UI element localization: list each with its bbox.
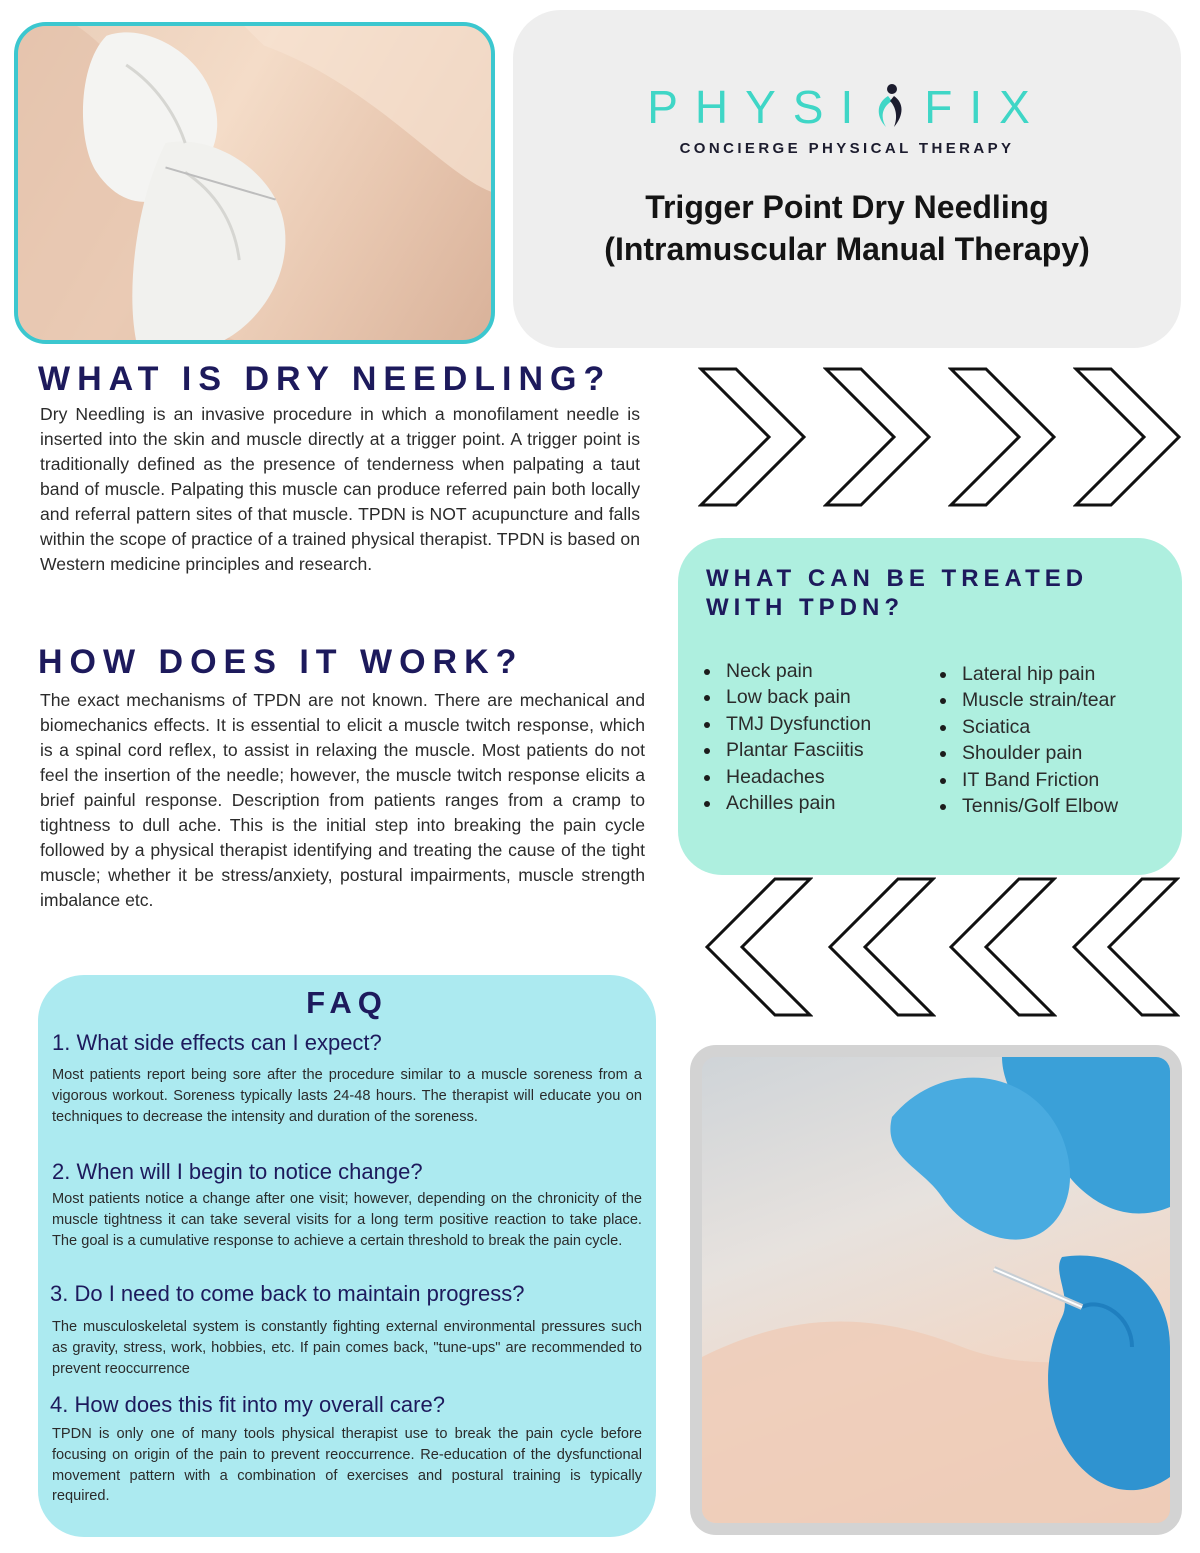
faq-heading: FAQ <box>306 985 388 1020</box>
needling-photo <box>690 1045 1182 1535</box>
spine-figure-icon <box>870 83 910 129</box>
brand-name-right: FIX <box>924 81 1047 133</box>
how-it-works-heading: HOW DOES IT WORK? <box>38 643 524 681</box>
list-item: Lateral hip pain <box>938 661 1118 687</box>
treated-list-left <box>702 658 871 816</box>
what-is-body: Dry Needling is an invasive procedure in which a monofilament needle is inserted into the skin and muscle directly at a trigger point. A trigger point is traditionally defined as the presence of tenderness when palpating a taut band of muscle. Palpating this muscle can produce referred pain both locally and referral pattern sites of that muscle. TPDN is NOT acupuncture and falls within the scope of practice of a trained physical therapist. TPDN is based on Western medicine principles and research. <box>40 404 640 574</box>
chevron-right-icon <box>948 366 1058 508</box>
chevron-right-icon <box>1073 366 1183 508</box>
faq-panel <box>38 975 656 1537</box>
list-item: Muscle strain/tear <box>938 687 1118 713</box>
list-item: Plantar Fasciitis <box>702 737 871 763</box>
faq-question-4: 4. How does this fit into my overall care? <box>50 1392 445 1417</box>
gloved-hand-illustration <box>18 26 491 340</box>
chevron-left-icon <box>947 876 1057 1018</box>
treated-list-right <box>938 661 1118 819</box>
chevron-right-icon <box>823 366 933 508</box>
page-title-line-2: (Intramuscular Manual Therapy) <box>604 231 1090 267</box>
page-title-line-1: Trigger Point Dry Needling <box>645 189 1049 225</box>
brand-logo <box>513 80 1181 157</box>
treated-panel <box>678 538 1182 875</box>
brand-tagline: CONCIERGE PHYSICAL THERAPY <box>679 140 1015 157</box>
list-item: Headaches <box>702 764 871 790</box>
chevron-left-icon <box>703 876 813 1018</box>
faq-answer-1: Most patients report being sore after the procedure similar to a muscle soreness from a vigorous workout. Soreness typically lasts 24-48 hours. The therapist will educate you on techniques to decrease the intensity and duration of the soreness. <box>52 1067 642 1125</box>
how-it-works-body: The exact mechanisms of TPDN are not known. There are mechanical and biomechanics effects. It is essential to elicit a muscle twitch response, which is a spinal cord reflex, to assist in relaxing the muscle. Most patients do not feel the insertion of the needle; however, the muscle twitch response elicits a brief painful response. Description from patients ranges from a cramp to tightness to dull ache. This is the initial step into breaking the pain cycle followed by a physical therapist identifying and treating the cause of the tight muscle; whether it be stress/anxiety, postural impairments, muscle strength imbalance etc. <box>40 690 645 910</box>
chevron-left-icon <box>1070 876 1180 1018</box>
list-item: Tennis/Golf Elbow <box>938 793 1118 819</box>
blue-glove-needle-illustration <box>702 1057 1170 1523</box>
treated-heading: WHAT CAN BE TREATED WITH TPDN? <box>706 565 1089 621</box>
list-item: TMJ Dysfunction <box>702 711 871 737</box>
what-is-heading: WHAT IS DRY NEEDLING? <box>38 360 612 398</box>
header-panel <box>513 10 1181 348</box>
list-item: Achilles pain <box>702 790 871 816</box>
faq-answer-3: The musculoskeletal system is constantly fighting external environmental pressures such as gravity, stress, work, hobbies, etc. If pain comes back, "tune-ups" are recommended to prevent reoccurrence <box>52 1319 642 1377</box>
chevron-right-icon <box>698 366 808 508</box>
list-item: Low back pain <box>702 684 871 710</box>
faq-answer-2: Most patients notice a change after one visit; however, depending on the chronicity of the muscle tightness it can take several visits for a long term positive reaction to take place. The goal is a cumulative response to achieve a certain threshold to break the pain cycle. <box>52 1191 642 1249</box>
brand-name-left: PHYSI <box>647 81 871 133</box>
chevron-left-icon <box>826 876 936 1018</box>
hero-photo-palpation <box>14 22 495 344</box>
list-item: Neck pain <box>702 658 871 684</box>
faq-question-3: 3. Do I need to come back to maintain progress? <box>50 1281 525 1306</box>
faq-answer-4: TPDN is only one of many tools physical therapist use to break the pain cycle before focusing on origin of the pain to prevent reoccurrence. Re-education of the dysfunctional movement pattern with a combination of exercises and postural training is typically required. <box>52 1426 642 1505</box>
faq-question-1: 1. What side effects can I expect? <box>52 1030 382 1055</box>
list-item: Sciatica <box>938 714 1118 740</box>
faq-question-2: 2. When will I begin to notice change? <box>52 1159 423 1184</box>
list-item: Shoulder pain <box>938 740 1118 766</box>
page-title <box>513 186 1181 270</box>
list-item: IT Band Friction <box>938 767 1118 793</box>
